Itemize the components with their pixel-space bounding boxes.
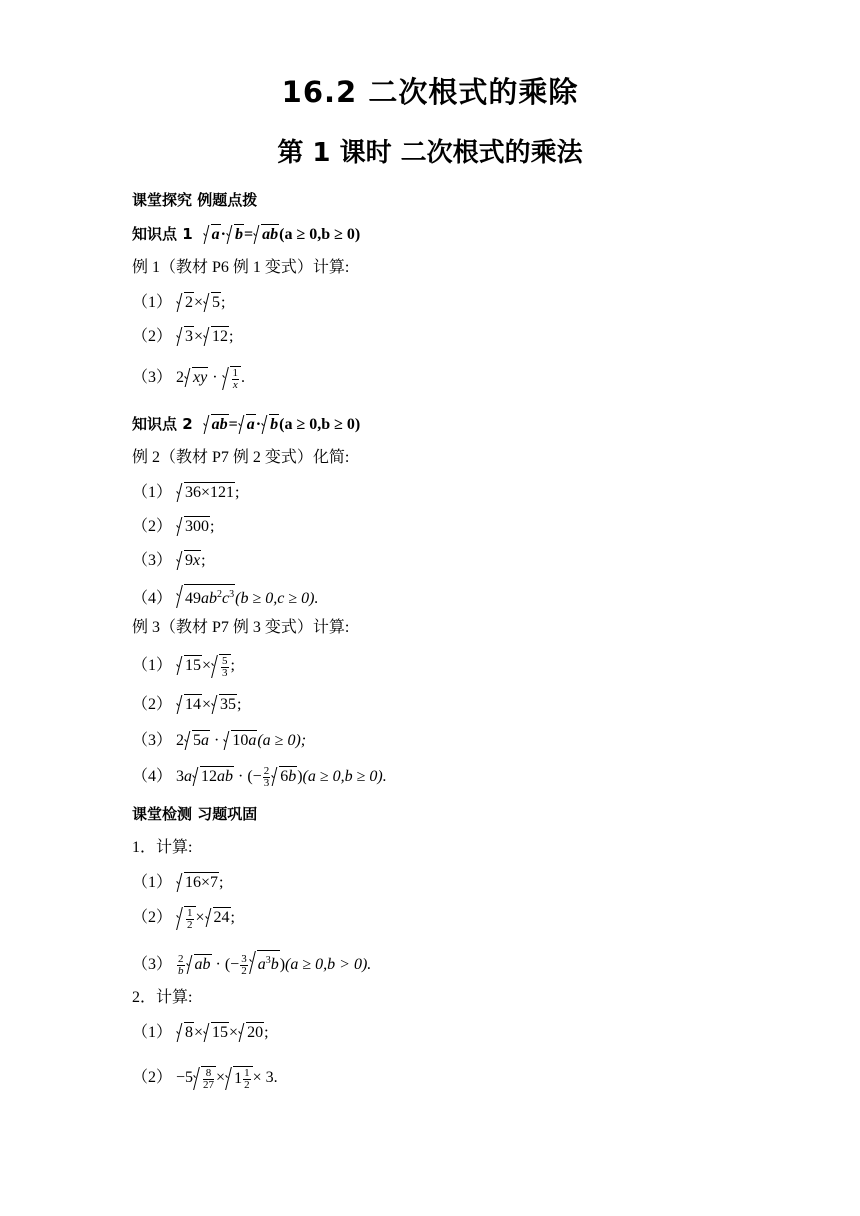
example-3-item-4: （4） 3a 12ab · (− $\frac{2}{3}$ 6b)(a ≥ 0,b ≥ 0). — [132, 765, 387, 789]
exercise-1-heading: 1．计算: — [132, 839, 193, 856]
exercise-1-item-2: （2） $\frac{1}{2}$ × 24; — [132, 907, 235, 931]
page-title: 16.2 二次根式的乘除 — [281, 75, 579, 109]
item-label: （1） — [132, 874, 173, 891]
item-label: （1） — [132, 1024, 173, 1041]
condition: (a ≥ 0); — [257, 732, 307, 749]
condition: (a ≥ 0,b ≥ 0) — [279, 226, 361, 243]
exercise-1-item-3: （3） $\frac{2}{b}$ ab · (− $\frac{3}{2}$ $a^3b)(a \ge 0,b > 0)$. — [132, 950, 371, 977]
exercise-1-item-1: （1） 16×7; — [132, 874, 224, 891]
knowledge-point-1 — [132, 224, 360, 245]
knowledge-point-label: 知识点 1 — [132, 225, 193, 243]
example-3-item-1: （1） 15× $\frac{5}{3}$ ; — [132, 655, 235, 679]
condition: (a ≥ 0,b > 0). — [285, 956, 372, 973]
item-label: （1） — [132, 294, 173, 311]
item-label: （3） — [132, 956, 173, 973]
item-label: （4） — [132, 768, 173, 786]
knowledge-point-2 — [132, 414, 360, 435]
exercise-2-heading: 2．计算: — [132, 989, 193, 1006]
exercise-2-item-2: （2） −5 $\frac{8}{27}$ × 1 $\frac{1}{2}$ × 3. — [132, 1067, 278, 1091]
example-1-heading: 例 1（教材 P6 例 1 变式）计算: — [132, 259, 350, 276]
item-label: （2） — [132, 1069, 173, 1087]
item-label: （2） — [132, 696, 173, 713]
example-2-item-1: （1） 36×121; — [132, 484, 240, 501]
example-3-item-2: （2） 14× 35; — [132, 696, 242, 713]
item-label: （2） — [132, 328, 173, 345]
item-label: （3） — [132, 369, 173, 387]
item-label: （4） — [132, 590, 173, 607]
item-label: （3） — [132, 552, 173, 569]
formula-product-rule-reverse: ab= a· b(a ≥ 0,b ≥ 0) — [203, 416, 361, 433]
example-1-item-3: （3） 2 xy · $\frac{1}{x}$ . — [132, 367, 246, 391]
item-label: （1） — [132, 484, 173, 501]
example-2-heading: 例 2（教材 P7 例 2 变式）化简: — [132, 449, 350, 466]
example-1-item-1: （1） 2× 5; — [132, 294, 226, 311]
exercise-2-item-1: （1） 8× 15× 20; — [132, 1024, 269, 1041]
section-heading-explore: 课堂探究 例题点拨 — [132, 191, 258, 209]
formula-product-rule: a· b= ab(a ≥ 0,b ≥ 0) — [203, 226, 361, 243]
example-1-item-2: （2） 3× 12; — [132, 328, 234, 345]
condition: (a ≥ 0,b ≥ 0) — [279, 416, 361, 433]
item-label: （3） — [132, 732, 173, 749]
example-2-item-4: （4） $49ab^2c^3(b \ge 0,c \ge 0)$. — [132, 584, 318, 609]
item-label: （2） — [132, 909, 173, 927]
example-2-item-2: （2） 300; — [132, 518, 215, 535]
knowledge-point-label: 知识点 2 — [132, 415, 193, 433]
item-label: （1） — [132, 657, 173, 675]
condition: (a ≥ 0,b ≥ 0). — [302, 768, 387, 786]
example-3-heading: 例 3（教材 P7 例 3 变式）计算: — [132, 619, 350, 636]
example-2-item-3: （3） 9x; — [132, 552, 206, 569]
item-label: （2） — [132, 518, 173, 535]
section-heading-test: 课堂检测 习题巩固 — [132, 805, 258, 823]
example-3-item-3: （3） 2 5a · 10a(a ≥ 0); — [132, 732, 307, 749]
page-subtitle: 第 1 课时 二次根式的乘法 — [277, 138, 583, 168]
condition: (b ≥ 0,c ≥ 0). — [235, 590, 319, 607]
